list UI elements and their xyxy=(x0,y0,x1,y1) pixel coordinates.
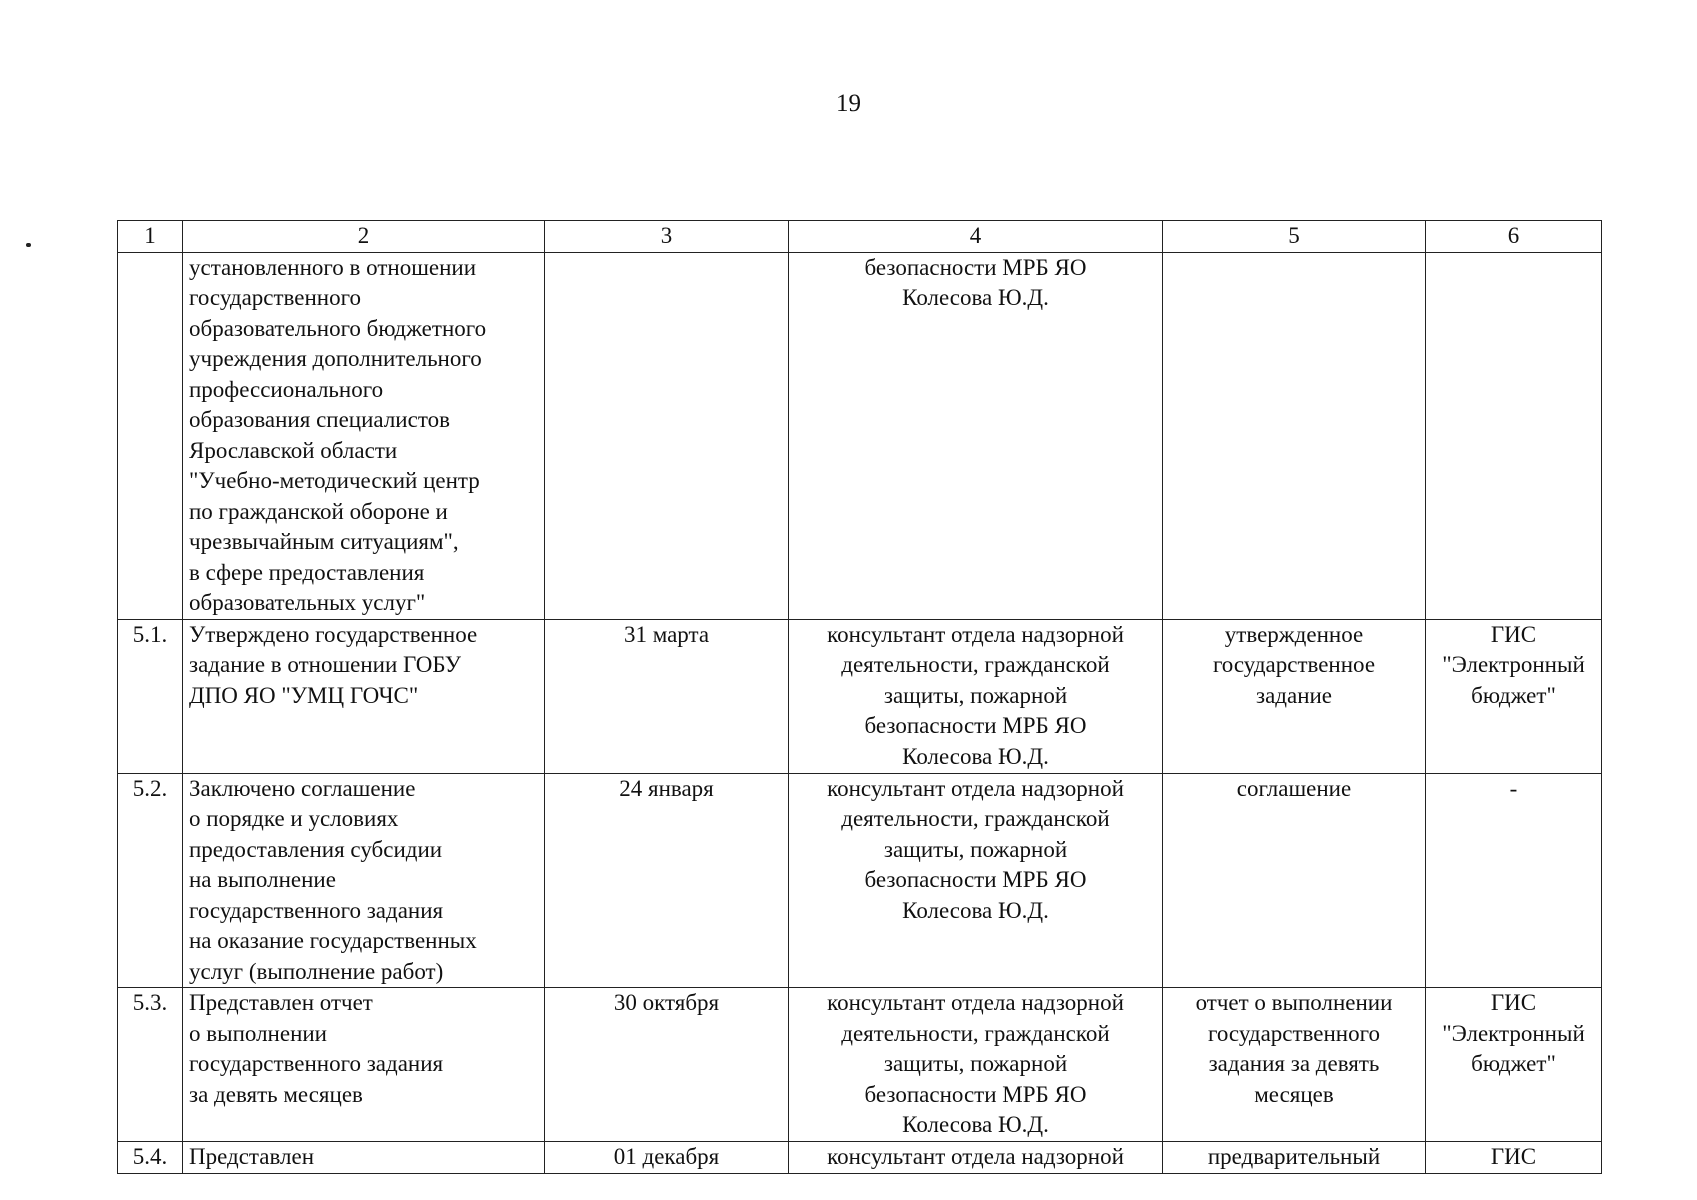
deadline-cell: 24 января xyxy=(545,773,789,988)
row-number: 5.4. xyxy=(118,1141,183,1173)
result-cell xyxy=(1163,988,1426,1142)
measure-cell xyxy=(183,773,545,988)
system-cell xyxy=(1426,252,1602,619)
text-line: предварительный xyxy=(1207,1143,1381,1169)
result-cell xyxy=(1163,773,1426,988)
text-line: образовательного бюджетного xyxy=(189,315,487,341)
text-line: "Электронный xyxy=(1442,1020,1585,1046)
responsible-cell xyxy=(789,619,1163,773)
text-line: учреждения дополнительного xyxy=(189,346,482,371)
responsible-cell xyxy=(789,1141,1163,1173)
text-line: месяцев xyxy=(1254,1081,1334,1107)
result-cell xyxy=(1163,1141,1426,1173)
text-line: Колесова Ю.Д. xyxy=(902,897,1049,923)
text-line: государственного задания xyxy=(189,1051,444,1076)
text-line: Представлен отчет xyxy=(189,990,373,1015)
deadline-cell: 31 марта xyxy=(545,619,789,773)
row-number: 5.2. xyxy=(118,773,183,988)
table-row xyxy=(118,619,1602,773)
row-number xyxy=(118,252,183,619)
text-line: деятельности, гражданской xyxy=(841,652,1110,677)
table-row xyxy=(118,988,1602,1142)
text-line: безопасности МРБ ЯО xyxy=(864,1081,1087,1107)
deadline-cell: 30 октября xyxy=(545,988,789,1142)
text-line: государственного xyxy=(189,285,361,310)
text-line: "Учебно-методический центр xyxy=(189,468,480,493)
text-line: безопасности МРБ ЯО xyxy=(864,254,1087,280)
text-line: утвержденное xyxy=(1224,621,1364,647)
text-line: образовательных услуг" xyxy=(189,590,426,615)
text-line: Утверждено государственное xyxy=(189,621,478,647)
text-line: на оказание государственных xyxy=(189,928,477,953)
text-line: профессионального xyxy=(189,376,384,402)
measure-cell xyxy=(183,619,545,773)
responsible-cell xyxy=(789,988,1163,1142)
table-row xyxy=(118,1141,1602,1173)
deadline-cell: 01 декабря xyxy=(545,1141,789,1173)
row-number: 5.1. xyxy=(118,619,183,773)
scan-speck xyxy=(26,243,31,247)
text-line: задание xyxy=(1255,682,1333,708)
text-line: консультант отдела надзорной xyxy=(827,990,1124,1015)
text-line: за девять месяцев xyxy=(189,1081,363,1107)
measure-cell xyxy=(183,988,545,1142)
text-line: безопасности МРБ ЯО xyxy=(864,713,1087,738)
text-line: защиты, пожарной xyxy=(883,836,1068,862)
text-line: деятельности, гражданской xyxy=(841,806,1110,831)
system-cell xyxy=(1426,988,1602,1142)
table-row xyxy=(118,773,1602,988)
column-header: 4 xyxy=(789,221,1163,253)
plan-table xyxy=(117,220,1602,1174)
text-line: по гражданской обороне и xyxy=(189,498,448,524)
text-line: Колесова Ю.Д. xyxy=(902,1112,1049,1137)
column-header: 5 xyxy=(1163,221,1426,253)
text-line: консультант отдела надзорной xyxy=(827,775,1124,801)
column-header: 6 xyxy=(1426,221,1602,253)
text-line: соглашение xyxy=(1236,775,1352,801)
text-line: "Электронный xyxy=(1442,652,1585,677)
measure-cell xyxy=(183,252,545,619)
result-cell xyxy=(1163,619,1426,773)
table-header-row xyxy=(118,221,1602,253)
text-line: Представлен xyxy=(189,1143,315,1169)
text-line: Ярославской области xyxy=(189,437,398,463)
text-line: государственное xyxy=(1212,652,1376,677)
text-line: установленного в отношении xyxy=(189,254,477,280)
text-line: - xyxy=(1509,775,1518,801)
text-line: ГИС xyxy=(1490,1143,1537,1169)
text-line: государственного xyxy=(1208,1020,1380,1046)
text-line: отчет о выполнении xyxy=(1195,990,1393,1015)
text-line: деятельности, гражданской xyxy=(841,1020,1110,1046)
text-line: бюджет" xyxy=(1471,682,1556,708)
text-line: образования специалистов xyxy=(189,407,450,432)
text-line: ДПО ЯО "УМЦ ГОЧС" xyxy=(189,682,419,708)
text-line: государственного задания xyxy=(189,897,444,923)
text-line: ГИС xyxy=(1490,990,1537,1015)
text-line: Колесова Ю.Д. xyxy=(902,285,1049,310)
result-cell xyxy=(1163,252,1426,619)
row-number: 5.3. xyxy=(118,988,183,1142)
text-line: на выполнение xyxy=(189,867,336,892)
text-line: о порядке и условиях xyxy=(189,806,399,831)
system-cell xyxy=(1426,619,1602,773)
responsible-cell xyxy=(789,252,1163,619)
text-line: Заключено соглашение xyxy=(189,775,416,801)
text-line: услуг (выполнение работ) xyxy=(189,958,444,984)
column-header: 2 xyxy=(183,221,545,253)
text-line: о выполнении xyxy=(189,1020,327,1046)
text-line: Колесова Ю.Д. xyxy=(902,743,1049,769)
text-line: защиты, пожарной xyxy=(883,1051,1068,1076)
text-line: чрезвычайным ситуациям", xyxy=(189,529,459,554)
column-header: 3 xyxy=(545,221,789,253)
text-line: бюджет" xyxy=(1471,1051,1556,1076)
text-line: ГИС xyxy=(1490,621,1537,647)
text-line: задания за девять xyxy=(1208,1051,1380,1076)
deadline-cell xyxy=(545,252,789,619)
system-cell xyxy=(1426,773,1602,988)
text-line: защиты, пожарной xyxy=(883,682,1068,708)
text-line: безопасности МРБ ЯО xyxy=(864,867,1087,892)
page-number: 19 xyxy=(836,90,861,117)
column-header: 1 xyxy=(118,221,183,253)
measure-cell xyxy=(183,1141,545,1173)
text-line: в сфере предоставления xyxy=(189,559,425,585)
table-row xyxy=(118,252,1602,619)
text-line: задание в отношении ГОБУ xyxy=(189,652,462,677)
text-line: предоставления субсидии xyxy=(189,836,443,862)
system-cell xyxy=(1426,1141,1602,1173)
responsible-cell xyxy=(789,773,1163,988)
text-line: консультант отдела надзорной xyxy=(827,621,1124,647)
text-line: консультант отдела надзорной xyxy=(827,1143,1124,1169)
